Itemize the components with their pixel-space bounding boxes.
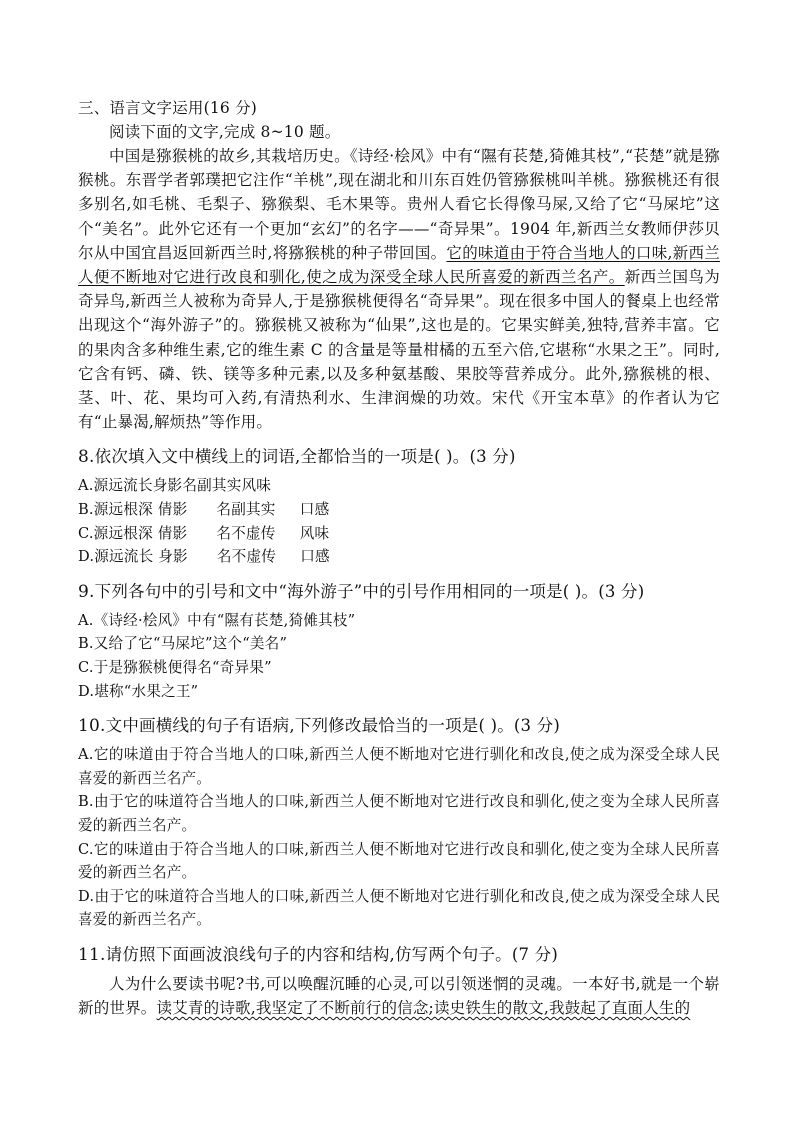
question-9-option-c: C.于是猕猴桃便得名“奇异果” [78, 659, 272, 676]
question-10-number: 10. [78, 716, 106, 737]
passage-part-1: 中国是猕猴桃的故乡,其栽培历史。《诗经·桧风》中有“隰有苌楚,猗傩其枝”,“苌楚”就是猕猴桃。东晋学者郭璞把它注作“羊桃”,现在湖北和川东百姓仍管猕猴桃叫羊桃。猕猴桃还有很多别名,如毛桃、毛梨子、猕猴梨、毛木果等。贵州人看它长得像马屎,又给了它“马屎坨”这个“美名”。此外它还有一个更加“玄幻”的名字——“奇异果”。1904 年,新西兰女教师伊莎贝尔从中国宜昌返回新西兰时,将猕猴桃的种子带回国。 [78, 147, 720, 262]
question-10-option-b: B.由于它的味道符合当地人的口味,新西兰人便不断地对它进行改良和驯化,使之变为全球人民所喜爱的新西兰名产。 [78, 793, 720, 834]
passage-part-2: 新西兰国鸟为奇异鸟,新西兰人被称为奇异人,于是猕猴桃便得名“奇异果”。现在很多中国人的餐桌上也经常出现这个“海外游子”的。猕猴桃又被称为“仙果”,这也是的。它果实鲜美,独特,营养丰富。它的果肉含多种维生素,它的维生素 C 的含量是等量柑橘的五至六倍,它堪称“水果之王”。同时,它含有钙、磷、铁、镁等多种元素,以及多种氨基酸、果胶等营养成分。此外,猕猴桃的根、茎、叶、花、果均可入药,有清热利水、生津润燥的功效。宋代《开宝本草》的作者认为它有“止暴渴,解烦热”等作用。 [78, 268, 720, 432]
question-9-option-b: B.又给了它“马屎坨”这个“美名” [78, 635, 288, 653]
question-10-text: 文中画横线的句子有语病,下列修改最恰当的一项是( )。(3 分) [105, 716, 561, 736]
question-11-passage [78, 972, 720, 1020]
question-8-option-a: A.源远流长身影名副其实风味 [78, 477, 272, 495]
underlined-sentence: 它的味道由于符合当地人的口味,新西兰人便不断地对它进行改良和驯化,使之成为深受全球人民所喜爱的新西兰名产。 [78, 243, 720, 287]
question-8-option-c: C.源远根深 倩影 名不虚传 风味 [78, 524, 330, 542]
question-11-stem [78, 942, 720, 968]
question-8-option-d: D.源远流长 身影 名不虚传 口感 [78, 548, 330, 566]
section-title: 三、语言文字运用(16 分) [78, 99, 258, 117]
question-10-option-a: A.它的味道由于符合当地人的口味,新西兰人便不断地对它进行驯化和改良,使之成为深受全球人民喜爱的新西兰名产。 [78, 746, 720, 787]
question-9-text: 下列各句中的引号和文中“海外游子”中的引号作用相同的一项是( )。(3 分) [94, 581, 645, 601]
question-8-option-b: B.源远根深 倩影 名副其实 口感 [78, 501, 330, 519]
question-9-number: 9. [78, 581, 95, 602]
question-9-stem [78, 579, 720, 605]
question-8-stem [78, 444, 720, 470]
exam-page [78, 96, 720, 1020]
reading-passage [78, 144, 720, 434]
wavy-underlined-sentence: 读艾青的诗歌,我坚定了不断前行的信念;读史铁生的散文,我鼓起了直面人生的 [156, 999, 691, 1018]
question-9-option-d: D.堪称“水果之王” [78, 682, 199, 700]
question-11-text: 请仿照下面画波浪线句子的内容和结构,仿写两个句子。(7 分) [105, 944, 559, 964]
question-11-plain-text: 人为什么要读书呢?书,可以唤醒沉睡的心灵,可以引领迷惘的灵魂。一本好书,就是一个崭新的世界。 [78, 974, 720, 1018]
question-10-stem [78, 713, 720, 739]
question-8-text: 依次填入文中横线上的词语,全都恰当的一项是( )。(3 分) [94, 447, 516, 467]
question-9-option-a: A.《诗经·桧风》中有“隰有苌楚,猗傩其枝” [78, 611, 356, 629]
question-11-number: 11. [78, 944, 106, 965]
question-10-option-c: C.它的味道由于符合当地人的口味,新西兰人便不断地对它进行改良和驯化,使之变为全球人民所喜爱的新西兰名产。 [78, 840, 720, 882]
reading-instruction: 阅读下面的文字,完成 8~10 题。 [109, 123, 341, 141]
question-10-option-d: D.由于它的味道符合当地人的口味,新西兰人便不断地对它进行驯化和改良,使之成为深受全球人民喜爱的新西兰名产。 [78, 887, 720, 929]
question-8-number: 8. [78, 447, 95, 468]
